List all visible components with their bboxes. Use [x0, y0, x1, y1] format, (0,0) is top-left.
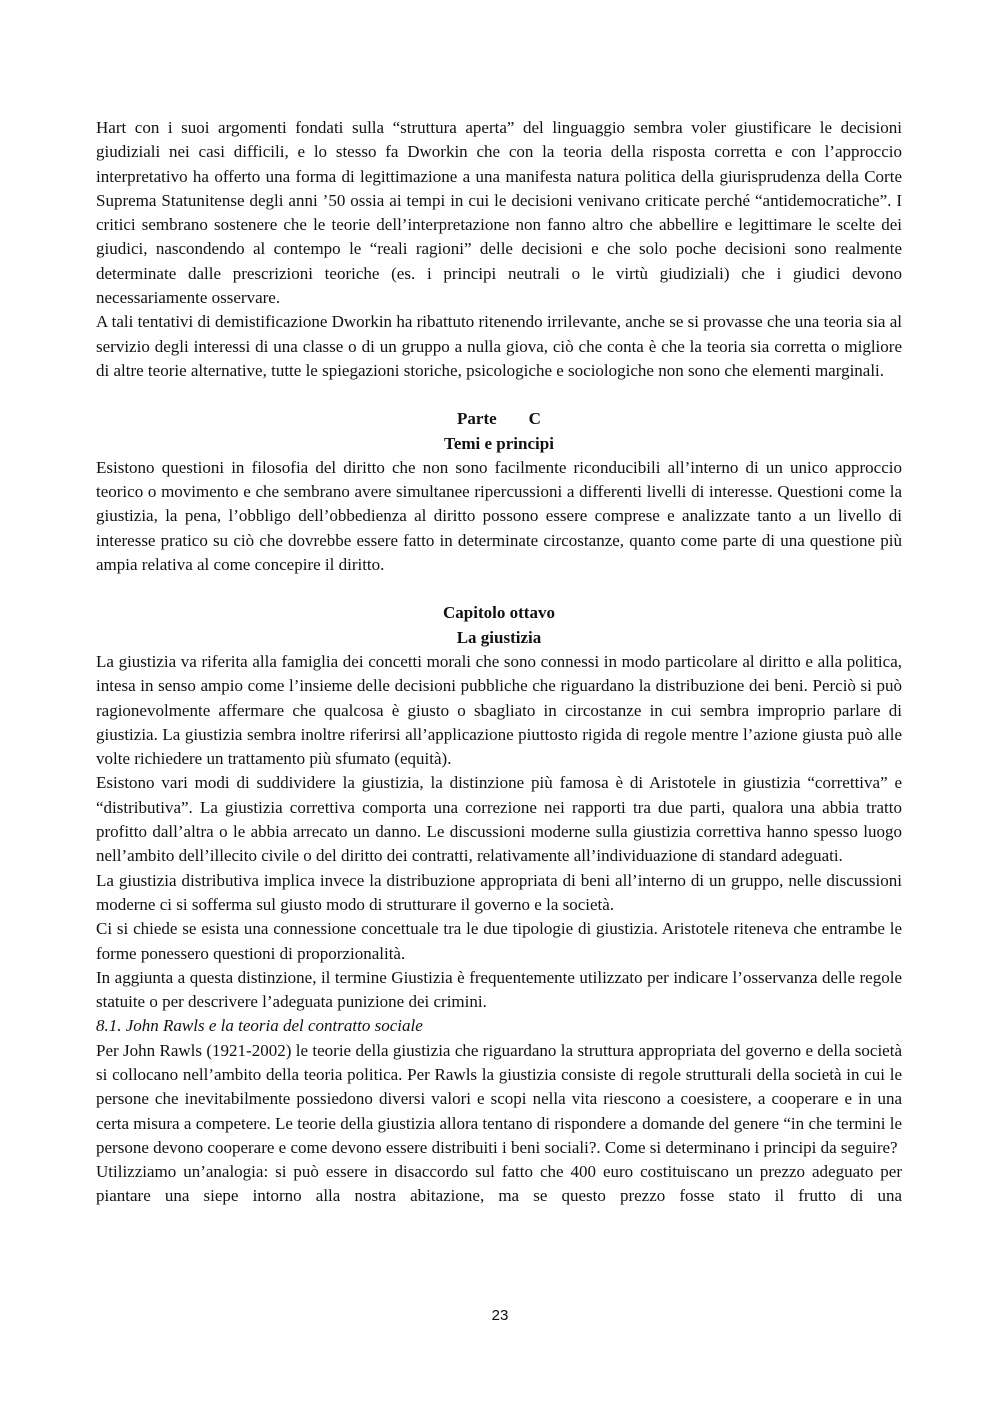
- spacer: [96, 383, 902, 407]
- spacer: [96, 577, 902, 601]
- page-number: 23: [491, 1307, 509, 1324]
- body-paragraph: In aggiunta a questa distinzione, il termine Giustizia è frequentemente utilizzato per indicare l’osservanza delle regole statuite o per descrivere l’adeguata punizione dei crimini.: [96, 967, 902, 1012]
- document-page: [96, 116, 902, 1209]
- body-paragraph: Ci si chiede se esista una connessione concettuale tra le due tipologie di giustizia. Aristotele riteneva che entrambe le forme ponessero questioni di proporzionalità.: [96, 919, 902, 963]
- part-heading: [96, 407, 902, 431]
- part-letter: C: [528, 409, 541, 429]
- section-title: 8.1. John Rawls e la teoria del contratto sociale: [96, 1016, 423, 1036]
- body-paragraph: La giustizia distributiva implica invece la distribuzione appropriata di beni all’interno di un gruppo, nelle discussioni moderne ci si sofferma sul giusto modo di strutturare il governo e la società.: [96, 870, 902, 914]
- body-paragraph: A tali tentativi di demistificazione Dworkin ha ribattuto ritenendo irrilevante, anche se si provasse che una teoria sia al servizio degli interessi di una classe o di un gruppo a nulla giova, ciò che conta è che la teoria sia corretta o migliore di altre teorie alternative, tutte le spiegazioni storiche, psicologiche e sociologiche non sono che elementi marginali.: [96, 312, 902, 380]
- part-label: Parte: [457, 409, 497, 429]
- chapter-title: Capitolo ottavo: [443, 603, 555, 623]
- part-subtitle: Temi e principi: [444, 433, 554, 453]
- body-paragraph: Per John Rawls (1921-2002) le teorie della giustizia che riguardano la struttura appropriata del governo e della società si collocano nell’ambito della teoria politica. Per Rawls la giustizia consiste di regole strutturali della società in cui le persone che inevitabilmente possiedono diversi valori e scopi nella vita riescono a coesistere, a cooperare e in una certa misura a competere. Le teorie della giustizia allora tentano di rispondere a domande del genere “in che termini le persone devono cooperare e come devono essere distribuiti i beni sociali?. Come si determinano i principi da seguire?: [96, 1040, 902, 1157]
- body-paragraph: La giustizia va riferita alla famiglia dei concetti morali che sono connessi in modo particolare al diritto e alla politica, intesa in senso ampio come l’insieme delle decisioni pubbliche che riguardano la distribuzione dei beni. Perciò si può ragionevolmente affermare che qualcosa è giusto o sbagliato in circostanze in cui sembra improprio parlare di giustizia. La giustizia sembra inoltre riferirsi all’applicazione piuttosto rigida di regole mentre l’azione giusta può alle volte richiedere un trattamento più sfumato (equità).: [96, 651, 902, 769]
- body-paragraph: Utilizziamo un’analogia: si può essere in disaccordo sul fatto che 400 euro costituiscano un prezzo adeguato per piantare una siepe intorno alla nostra abitazione, ma se questo prezzo fosse stato il frutto di una: [96, 1162, 902, 1206]
- body-paragraph: Hart con i suoi argomenti fondati sulla “struttura aperta” del linguaggio sembra voler giustificare le decisioni giudiziali nei casi difficili, e lo stesso fa Dworkin che con la teoria della risposta corretta e con l’approccio interpretativo ha offerto una forma di legittimazione a una manifesta natura politica della giurisprudenza della Corte Suprema Statunitense degli anni ’50 ossia ai tempi in cui le decisioni venivano criticate perché “antidemocratiche”. I critici sembrano sostenere che le teorie dell’interpretazione non fanno altro che abbellire e legittimare le scelte dei giudici, nascondendo al contempo le “reali ragioni” delle decisioni e che solo poche decisioni sono realmente determinate dalle prescrizioni teoriche (es. i principi neutrali o le virtù giudiziali) che i giudici devono necessariamente osservare.: [96, 118, 902, 308]
- body-paragraph: Esistono questioni in filosofia del diritto che non sono facilmente riconducibili all’interno di un unico approccio teorico o movimento e che sembrano avere simultanee ripercussioni a differenti livelli di interesse. Questioni come la giustizia, la pena, l’obbligo dell’obbedienza al diritto possono essere comprese e analizzate tanto a un livello di interesse pratico su ciò che dovrebbe essere fatto in determinate circostanze, quanto come parte di una questione più ampia relativa al come concepire il diritto.: [96, 457, 902, 575]
- body-paragraph: Esistono vari modi di suddividere la giustizia, la distinzione più famosa è di Aristotele in giustizia “correttiva” e “distributiva”. La giustizia correttiva comporta una correzione nei rapporti tra due parti, qualora una abbia tratto profitto dall’altra o le abbia arrecato un danno. Le discussioni moderne sulla giustizia correttiva hanno spesso luogo nell’ambito dell’illecito civile o del diritto dei contratti, relativamente all’individuazione di standard adeguati.: [96, 773, 902, 866]
- chapter-subtitle: La giustizia: [456, 627, 542, 647]
